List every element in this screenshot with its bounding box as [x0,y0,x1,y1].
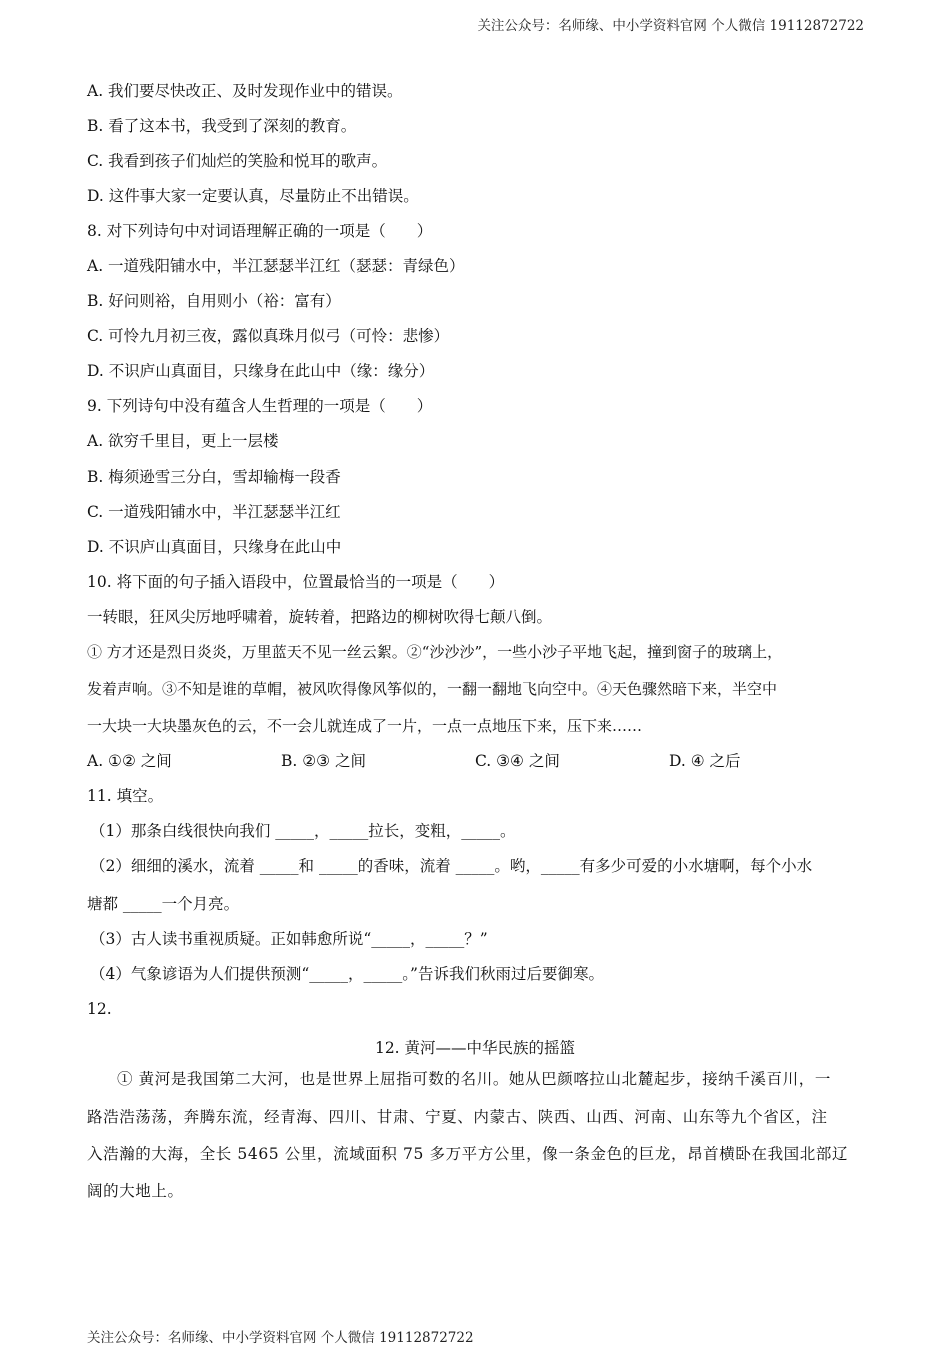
q11-item-2-cont: 塘都 _____一个月亮。 [87,895,240,913]
q10-passage-line: 一大块一大块墨灰色的云，不一会儿就连成了一片，一点一点地压下来，压下来…… [87,717,643,735]
passage-title: 12. 黄河——中华民族的摇篮 [374,1039,576,1057]
q11-item-1: （1）那条白线很快向我们 _____，_____拉长，变粗，_____。 [90,822,516,840]
page-header: 关注公众号：名师缘、中小学资料官网 个人微信 19112872722 [477,18,864,34]
q8-option-c: C. 可怜九月初三夜，露似真珠月似弓（可怜：悲惨） [87,327,450,345]
q10-option-b: B. ②③ 之间 [281,752,366,770]
q8-stem: 8. 对下列诗句中对词语理解正确的一项是（ ） [87,222,433,240]
q11-item-4: （4）气象谚语为人们提供预测“_____，_____。”告诉我们秋雨过后要御寒。 [90,965,604,983]
q10-option-d: D. ④ 之后 [669,752,741,770]
q9-stem: 9. 下列诗句中没有蕴含人生哲理的一项是（ ） [87,397,433,415]
q12-number: 12. [87,1000,112,1018]
passage-line: 入浩瀚的大海，全长 5465 公里，流域面积 75 多万平方公里，像一条金色的巨龙，昂首横卧在我国北部辽 [87,1145,849,1163]
q10-stem: 10. 将下面的句子插入语段中，位置最恰当的一项是（ ） [87,573,505,591]
page-footer: 关注公众号：名师缘、中小学资料官网 个人微信 19112872722 [87,1330,474,1346]
q10-option-a: A. ①② 之间 [87,752,172,770]
q8-option-b: B. 好问则裕，自用则小（裕：富有） [87,292,341,310]
q7-option-b: B. 看了这本书，我受到了深刻的教育。 [87,117,357,135]
q7-option-c: C. 我看到孩子们灿烂的笑脸和悦耳的歌声。 [87,152,388,170]
q11-stem: 11. 填空。 [87,787,164,805]
q7-option-d: D. 这件事大家一定要认真，尽量防止不出错误。 [87,187,419,205]
passage-line: 路浩浩荡荡，奔腾东流，经青海、四川、甘肃、宁夏、内蒙古、陕西、山西、河南、山东等九个省区，注 [87,1108,828,1126]
q9-option-d: D. 不识庐山真面目，只缘身在此山中 [87,538,342,556]
q9-option-c: C. 一道残阳铺水中，半江瑟瑟半江红 [87,503,341,521]
q8-option-a: A. 一道残阳铺水中，半江瑟瑟半江红（瑟瑟：青绿色） [87,257,465,275]
passage-line: 阔的大地上。 [87,1182,184,1200]
q8-option-d: D. 不识庐山真面目，只缘身在此山中（缘：缘分） [87,362,435,380]
q9-option-b: B. 梅须逊雪三分白，雪却输梅一段香 [87,468,341,486]
q10-passage-line: ① 方才还是烈日炎炎，万里蓝天不见一丝云絮。②“沙沙沙”，一些小沙子平地飞起，撞到窗子的玻璃上， [87,643,783,661]
q10-sentence: 一转眼，狂风尖厉地呼啸着，旋转着，把路边的柳树吹得七颠八倒。 [87,608,553,626]
q9-option-a: A. 欲穷千里目，更上一层楼 [87,432,279,450]
passage-line: ① 黄河是我国第二大河，也是世界上屈指可数的名川。她从巴颜喀拉山北麓起步，接纳千溪百川，一 [117,1070,831,1088]
q11-item-3: （3）古人读书重视质疑。正如韩愈所说“_____，_____？” [90,930,488,948]
q7-option-a: A. 我们要尽快改正、及时发现作业中的错误。 [87,82,403,100]
q11-item-2: （2）细细的溪水，流着 _____和 _____的香味，流着 _____。哟，_____有多少可爱的小水塘啊，每个小水 [90,857,813,875]
q10-passage-line: 发着声响。③不知是谁的草帽，被风吹得像风筝似的，一翻一翻地飞向空中。④天色骤然暗下来，半空中 [87,680,778,698]
q10-option-c: C. ③④ 之间 [475,752,560,770]
